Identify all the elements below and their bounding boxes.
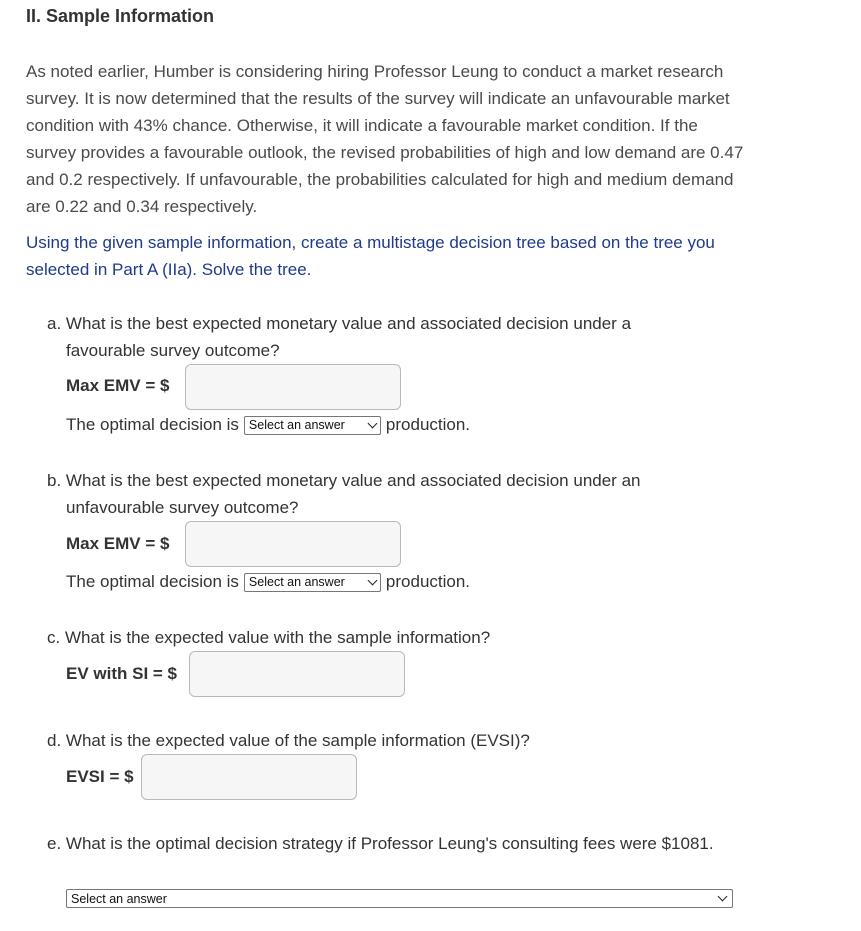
question-c-text: c. What is the expected value with the sample information? [47, 628, 491, 647]
question-a-decision-select[interactable] [244, 416, 381, 435]
question-a-select-text: Select an answer [248, 418, 345, 432]
section-heading: II. Sample Information [26, 6, 215, 26]
question-b-decision-prefix: The optimal decision is [66, 572, 239, 591]
question-b-label: Max EMV = $ [66, 534, 170, 553]
question-d-text: d. What is the expected value of the sample information (EVSI)? [47, 731, 530, 750]
question-b-decision [66, 572, 470, 592]
question-a-decision [66, 415, 470, 435]
intro-paragraph: As noted earlier, Humber is considering hiring Professor Leung to conduct a market research survey. It is now determined that the results of the survey will indicate an unfavourable market condition with 43% chance. Otherwise, it will indicate a favourable market condition. If the survey provides a favourable outlook, the revised probabilities of high and low demand are 0.47 and 0.2 respectively. If unfavourable, the probabilities calculated for high and medium demand are 0.22 and 0.34 respectively. [26, 62, 744, 216]
question-b-text: b. What is the best expected monetary value and associated decision under an unfavourable survey outcome? [47, 471, 641, 517]
chevron-down-icon [367, 418, 377, 428]
chevron-down-icon [367, 575, 377, 585]
question-a-text: a. What is the best expected monetary value and associated decision under a favourable survey outcome? [47, 314, 632, 360]
question-a-decision-prefix: The optimal decision is [66, 415, 239, 434]
question-b-decision-select[interactable] [244, 573, 381, 592]
question-e-strategy-select[interactable] [66, 889, 733, 908]
instruction-paragraph: Using the given sample information, create a multistage decision tree based on the tree you selected in Part A (IIa). Solve the tree. [26, 233, 715, 279]
question-b-emv-input[interactable] [185, 521, 401, 567]
question-b-select-text: Select an answer [248, 575, 345, 589]
question-a-decision-suffix: production. [385, 415, 471, 434]
question-e-select-text: Select an answer [71, 891, 167, 906]
question-a-emv-input[interactable] [185, 364, 401, 410]
chevron-down-icon [718, 892, 728, 902]
question-d-label: EVSI = $ [66, 767, 134, 786]
question-d-evsi-input[interactable] [141, 754, 357, 800]
question-c-ev-input[interactable] [189, 651, 405, 697]
question-a-label: Max EMV = $ [66, 376, 170, 395]
question-b-decision-suffix: production. [385, 572, 471, 591]
question-e-text: e. What is the optimal decision strategy if Professor Leung's consulting fees were $1081. [47, 834, 714, 853]
question-c-label: EV with SI = $ [66, 664, 178, 683]
